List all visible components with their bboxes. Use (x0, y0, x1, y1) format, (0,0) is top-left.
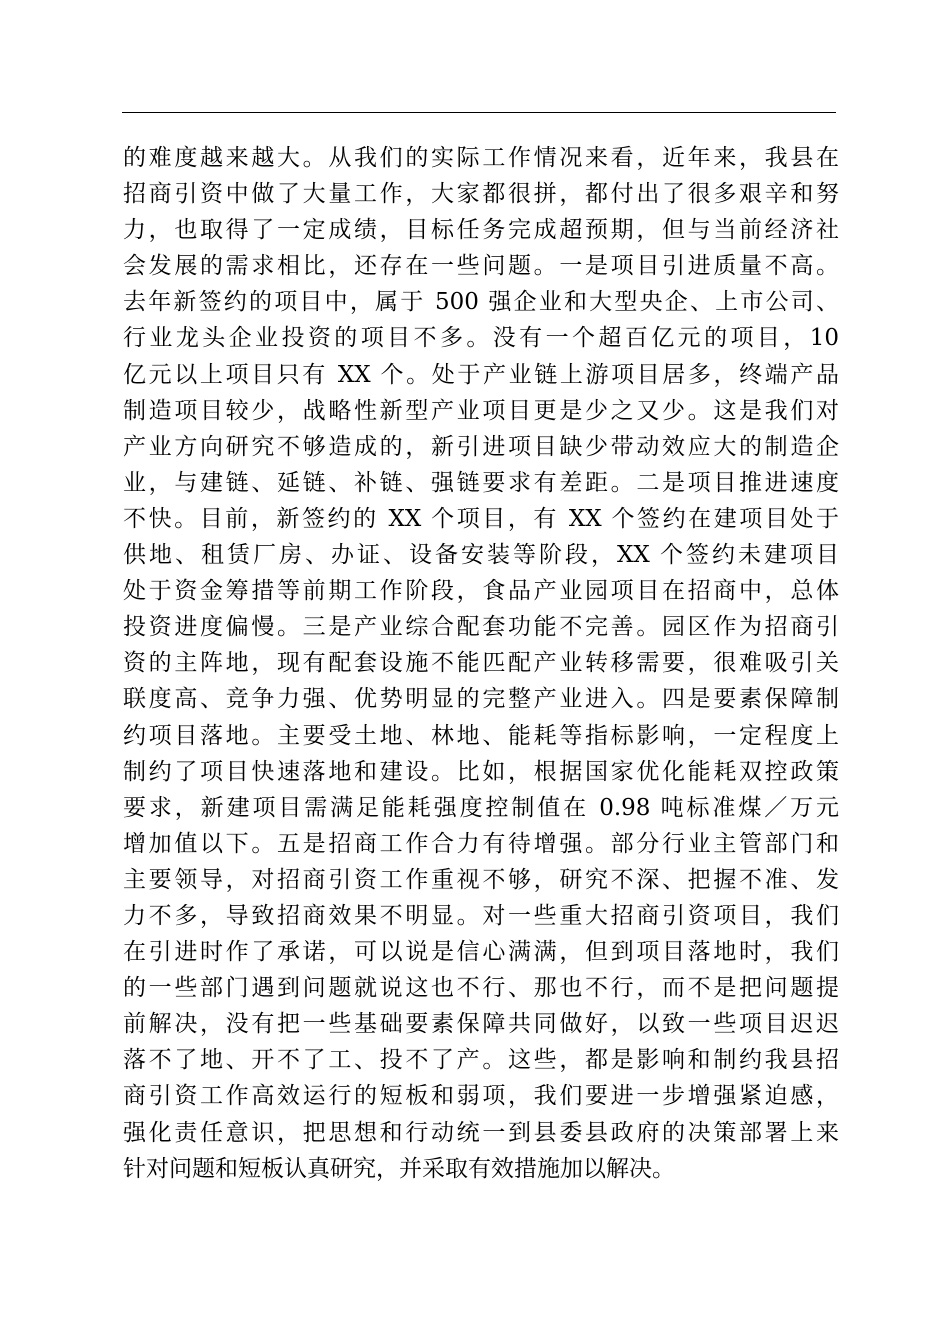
text-line: 不快。目前，新签约的 XX 个项目，有 XX 个签约在建项目处于 (123, 505, 839, 532)
text-line: 增加值以下。五是招商工作合力有待增强。部分行业主管部门和 (123, 830, 839, 857)
text-line: 力，也取得了一定成绩，目标任务完成超预期，但与当前经济社 (123, 217, 839, 244)
text-line: 投资进度偏慢。三是产业综合配套功能不完善。园区作为招商引 (123, 614, 839, 641)
header-rule (122, 112, 836, 113)
text-line: 力不多，导致招商效果不明显。对一些重大招商引资项目，我们 (123, 902, 839, 929)
text-line: 资的主阵地，现有配套设施不能匹配产业转移需要，很难吸引关 (123, 650, 839, 677)
text-line: 前解决，没有把一些基础要素保障共同做好，以致一些项目迟迟 (123, 1011, 839, 1038)
text-line: 约项目落地。主要受土地、林地、能耗等指标影响，一定程度上 (123, 722, 839, 749)
text-line: 的难度越来越大。从我们的实际工作情况来看，近年来，我县在 (123, 145, 839, 171)
text-line: 亿元以上项目只有 XX 个。处于产业链上游项目居多，终端产品 (123, 361, 839, 388)
text-line: 招商引资中做了大量工作，大家都很拼，都付出了很多艰辛和努 (123, 181, 839, 208)
text-line: 在引进时作了承诺，可以说是信心满满，但到项目落地时，我们 (123, 939, 839, 966)
text-line: 针对问题和短板认真研究，并采取有效措施加以解决。 (123, 1155, 675, 1182)
text-line: 会发展的需求相比，还存在一些问题。一是项目引进质量不高。 (123, 253, 839, 280)
text-line: 主要领导，对招商引资工作重视不够，研究不深、把握不准、发 (123, 866, 839, 893)
text-line: 落不了地、开不了工、投不了产。这些，都是影响和制约我县招 (123, 1047, 839, 1074)
text-line: 要求，新建项目需满足能耗强度控制值在 0.98 吨标准煤／万元 (123, 794, 839, 821)
text-line: 供地、租赁厂房、办证、设备安装等阶段，XX 个签约未建项目 (123, 542, 839, 569)
body-paragraph (123, 140, 839, 1187)
text-line: 商引资工作高效运行的短板和弱项，我们要进一步增强紧迫感， (123, 1083, 839, 1110)
text-line: 去年新签约的项目中，属于 500 强企业和大型央企、上市公司、 (123, 289, 839, 316)
text-line: 产业方向研究不够造成的，新引进项目缺少带动效应大的制造企 (123, 433, 839, 460)
text-line: 制造项目较少，战略性新型产业项目更是少之又少。这是我们对 (123, 397, 839, 424)
text-line: 处于资金筹措等前期工作阶段，食品产业园项目在招商中，总体 (123, 578, 839, 605)
text-line: 的一些部门遇到问题就说这也不行、那也不行，而不是把问题提 (123, 975, 839, 1002)
text-line: 联度高、竞争力强、优势明显的完整产业进入。四是要素保障制 (123, 686, 839, 713)
text-line: 制约了项目快速落地和建设。比如，根据国家优化能耗双控政策 (123, 758, 839, 785)
text-line: 行业龙头企业投资的项目不多。没有一个超百亿元的项目，10 (123, 325, 839, 352)
text-line: 强化责任意识，把思想和行动统一到县委县政府的决策部署上来 (123, 1119, 839, 1146)
text-line: 业，与建链、延链、补链、强链要求有差距。二是项目推进速度 (123, 469, 839, 496)
